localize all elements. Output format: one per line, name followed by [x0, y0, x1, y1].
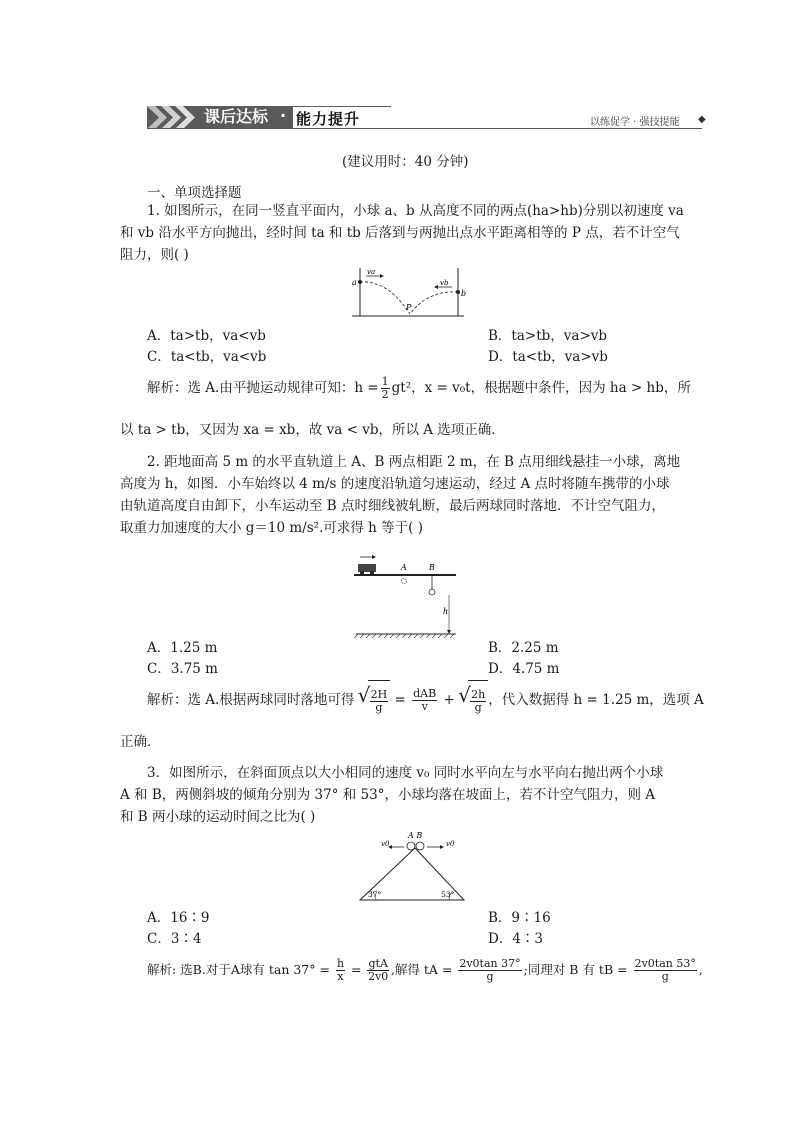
- q3-solution-text-d: ,: [698, 962, 703, 977]
- q2-equals: =: [394, 692, 406, 708]
- q2-figure: [352, 552, 462, 638]
- q2-stem-line4: 取重力加速度的大小 g＝10 m/s².可求得 h 等于( ): [120, 520, 423, 536]
- q2-option-c[interactable]: C．3.75 m: [147, 661, 218, 677]
- label-v0-right: v0: [446, 840, 455, 848]
- q3-fraction-gt: $\frac{\text{gtA}}{2v0}$: [368, 957, 389, 983]
- header-right-text: 以练促学 · 强技提能: [590, 117, 680, 128]
- q2-option-a[interactable]: A．1.25 m: [147, 640, 218, 656]
- ball-A: [407, 842, 415, 850]
- q2-sqrt-2: √ $\frac{2h}{g}$: [459, 680, 488, 721]
- label-a: a: [352, 278, 357, 287]
- q1-solution-line2: 以 ta > tb，又因为 xa = xb，故 va < vb，所以 A 选项正确．: [120, 422, 505, 438]
- q3-option-b[interactable]: B．9∶16: [488, 910, 551, 926]
- label-A: A: [401, 563, 407, 572]
- q2-solution-line2: 正确．: [120, 734, 161, 750]
- label-vb: vb: [440, 279, 449, 287]
- q3-solution-text-b: ,解得 tA =: [390, 962, 453, 977]
- section-title: 一、单项选择题: [147, 185, 242, 201]
- q2-stem-line3: 由轨道高度自由卸下，小车运动至 B 点时细线被轧断，最后两球同时落地．不计空气阻力，: [120, 498, 666, 514]
- q2-sqrt-1: √ $\frac{2H}{g}$: [359, 680, 391, 721]
- q2-solution-text-b: ，代入数据得 h = 1.25 m，选项 A: [488, 692, 704, 708]
- q2-solution-line1: [147, 680, 704, 721]
- label-B: B: [429, 563, 435, 572]
- header-banner-dot: ·: [280, 106, 287, 125]
- label-P: P: [406, 303, 412, 312]
- time-note: (建议用时：40 分钟): [342, 154, 469, 170]
- q1-option-c[interactable]: C．ta<tb，va<vb: [147, 349, 267, 365]
- q1-solution-text-a: 解析：选 A.由平抛运动规律可知：h =: [147, 380, 379, 396]
- q1-stem-line2: 和 vb 沿水平方向抛出，经时间 ta 和 tb 后落到与两抛出点水平距离相等的 P 点，若不计空气: [120, 225, 680, 241]
- label-b: b: [461, 289, 467, 298]
- q3-option-d[interactable]: D．4∶3: [488, 931, 544, 947]
- q3-solution-line1: [147, 952, 703, 988]
- q3-fraction-tA: $\frac{2v0\tan 37^\circ}{g}$: [459, 957, 521, 983]
- q1-stem-line1: 1. 如图所示，在同一竖直平面内，小球 a、b 从高度不同的两点(ha>hb)分别以初速度 va: [147, 203, 684, 219]
- q3-option-c[interactable]: C．3∶4: [147, 931, 202, 947]
- q2-option-d[interactable]: D．4.75 m: [488, 661, 560, 677]
- q1-solution-fraction: $\frac{1}{2}$: [381, 375, 389, 401]
- label-angle-53: 53°: [441, 890, 455, 899]
- q3-stem-line2: A 和 B，两侧斜坡的倾角分别为 37° 和 53°，小球均落在坡面上，若不计空气阻力，则 A: [120, 787, 656, 803]
- q3-fraction-h-x: $\frac{h}{x}$: [336, 957, 345, 983]
- q3-stem-line1: 3．如图所示，在斜面顶点以大小相同的速度 v₀ 同时水平向左与水平向右抛出两个小球: [147, 765, 664, 781]
- q3-fraction-tB: $\frac{2v0\tan 53^\circ}{g}$: [634, 957, 696, 983]
- q1-option-a[interactable]: A．ta>tb，va<vb: [147, 328, 266, 344]
- q2-solution-text-a: 解析：选 A.根据两球同时落地可得: [147, 692, 355, 708]
- label-angle-37: 37°: [368, 890, 382, 899]
- q3-stem-line3: 和 B 两小球的运动时间之比为( ): [120, 809, 316, 825]
- ball-B: [416, 842, 424, 850]
- q2-option-b[interactable]: B．2.25 m: [488, 640, 559, 656]
- diamond-icon: ◆: [698, 114, 706, 125]
- q2-stem-line2: 高度为 h，如图．小车始终以 4 m/s 的速度沿轨道匀速运动，经过 A 点时将随车携带的小球: [120, 476, 670, 492]
- q2-fraction: $\frac{\text{dAB}}{v}$: [413, 687, 437, 713]
- q1-solution-line1: [147, 374, 691, 402]
- label-AB: A B: [408, 831, 423, 840]
- q2-stem-line1: 2. 距地面高 5 m 的水平直轨道上 A、B 两点相距 2 m，在 B 点用细线悬挂一小球，离地: [147, 454, 681, 470]
- q1-option-b[interactable]: B．ta>tb，va>vb: [488, 328, 608, 344]
- label-h: h: [443, 607, 449, 616]
- q3-solution-text-c: ;同理对 B 有 tB =: [523, 962, 628, 977]
- q1-figure: [348, 266, 468, 321]
- q3-equals: =: [351, 962, 362, 977]
- label-v0-left: v0: [381, 840, 390, 848]
- q3-solution-text-a: 解析: 选B.对于A球有 tan 37° =: [147, 962, 330, 977]
- label-va: va: [367, 268, 376, 276]
- q1-solution-text-b: gt²，x = v₀t，根据题中条件，因为 ha > hb，所: [391, 380, 691, 396]
- q3-figure: [352, 826, 472, 904]
- header-rule: [147, 128, 702, 129]
- header-banner-subtitle: 能力提升: [296, 110, 361, 128]
- q2-plus: +: [443, 692, 455, 708]
- q1-stem-line3: 阻力，则( ): [120, 247, 189, 263]
- q1-option-d[interactable]: D．ta<tb，va>vb: [488, 349, 608, 365]
- header-banner-title: 课后达标: [204, 107, 269, 126]
- q3-option-a[interactable]: A．16∶9: [147, 910, 210, 926]
